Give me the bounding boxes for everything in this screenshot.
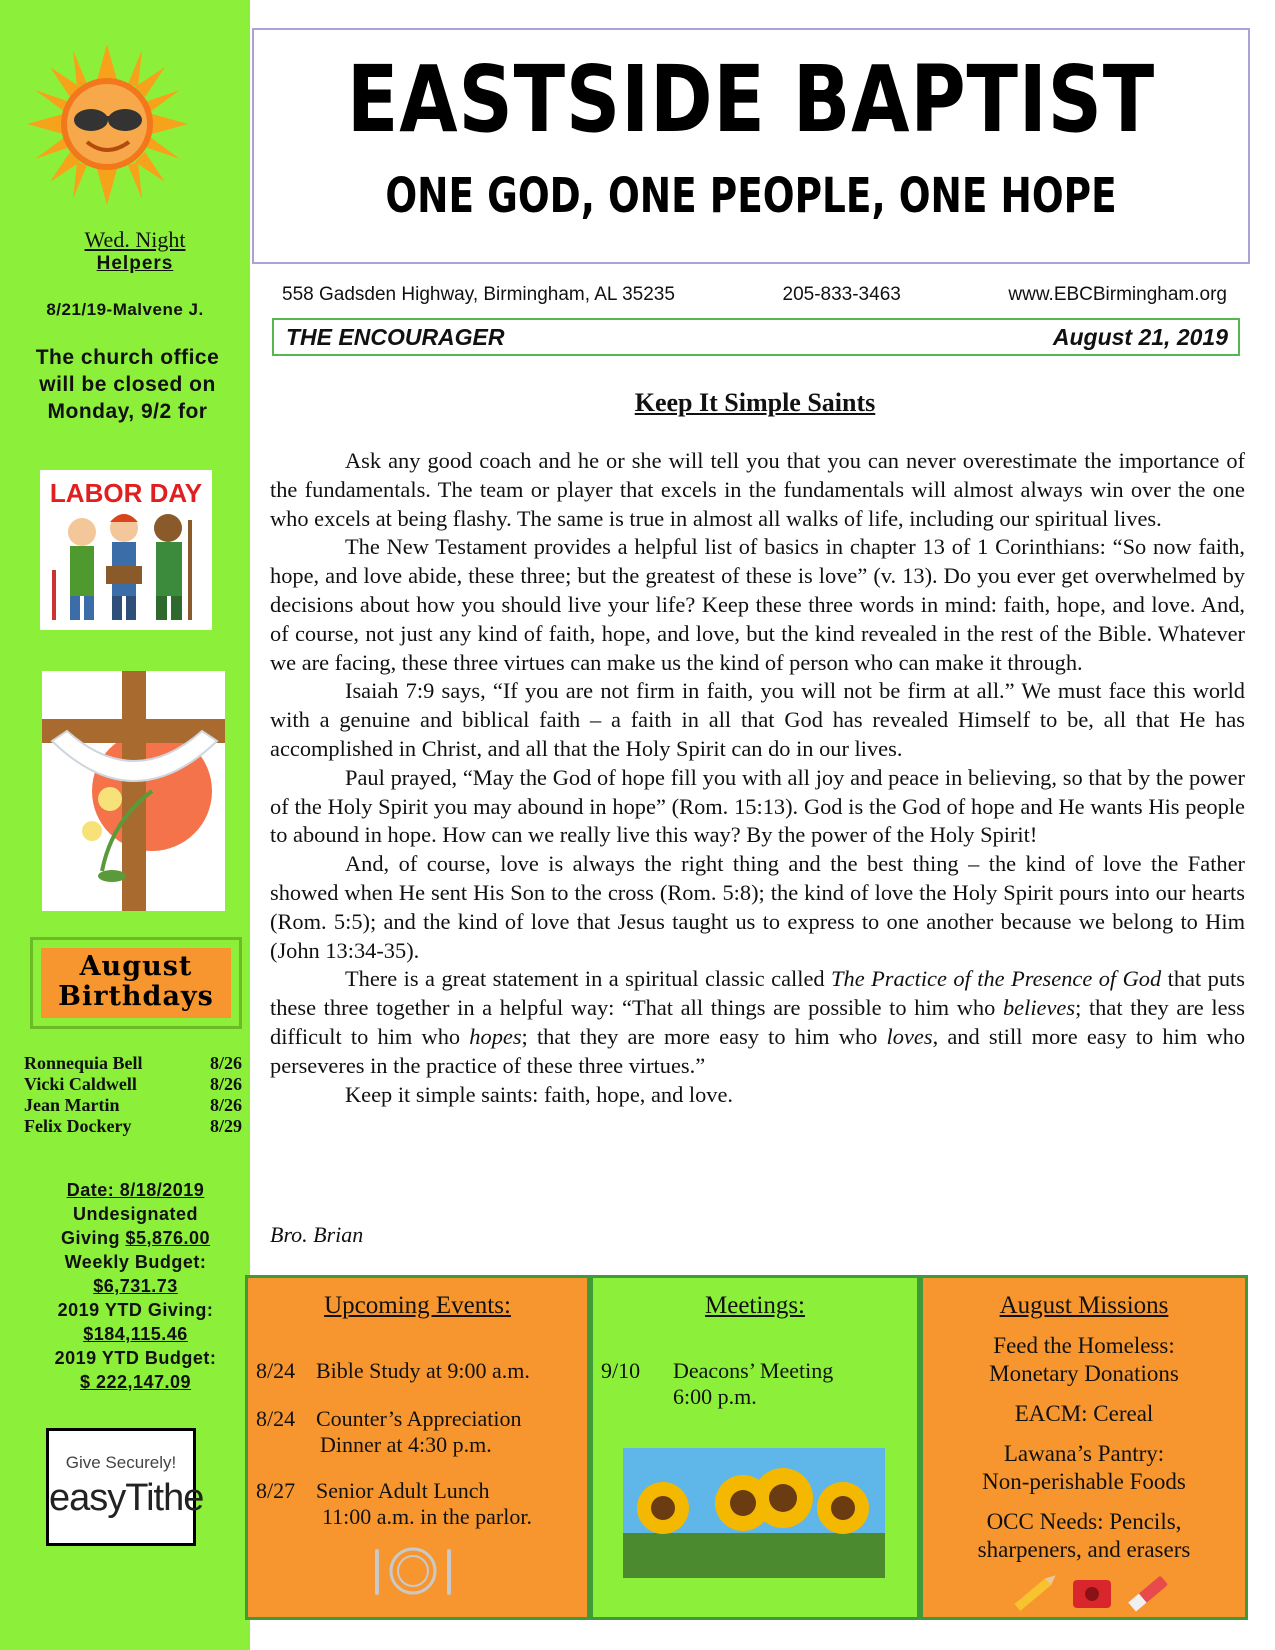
mission-text: sharpeners, and erasers xyxy=(977,1537,1191,1562)
church-name: EASTSIDE BAPTIST xyxy=(346,46,1156,153)
labor-day-label: LABOR DAY xyxy=(49,478,203,508)
book-title: The Practice of the Presence of God xyxy=(831,966,1162,992)
mission-text: Monetary Donations xyxy=(989,1361,1179,1386)
contact-line xyxy=(282,284,1227,306)
text-run: that puts these three together in a helpful way: “That all things are possible to him who xyxy=(270,966,1245,1021)
birthday-date: 8/26 xyxy=(209,1074,242,1094)
paragraph: Ask any good coach and he or she will tell you that you can never overestimate the importance of the fundamentals. The team or player that excels in the fundamentals will almost always win over the one who excels at being flashy. The same is true in almost all walks of life, including our spiritual lives. xyxy=(270,448,1245,531)
emphasis: hopes xyxy=(469,1023,522,1049)
text-run: ; that they are more easy to him who xyxy=(521,1023,887,1049)
paragraph: And, of course, love is always the right thing and the best thing – the kind of love the Father showed when He sent His Son to the cross (Rom. 5:8); the kind of love the Holy Spirit pours into our hearts (Rom. 5:5); and the kind of love that Jesus taught us to express to one another because we belong to Him (John 13:34-35). xyxy=(270,851,1245,963)
sun-with-sunglasses-icon xyxy=(25,42,190,207)
undesignated-label: Undesignated xyxy=(72,1204,198,1224)
birthday-row xyxy=(24,1074,242,1095)
website-link[interactable]: www.EBCBirmingham.org xyxy=(1008,284,1227,305)
birthday-name: Jean Martin xyxy=(24,1095,120,1115)
mission-item xyxy=(923,1440,1245,1496)
text-run: ; that they are less difficult to him who xyxy=(270,995,1245,1049)
giving-report xyxy=(18,1178,253,1394)
wed-night-helper-entry: 8/21/19-Malvene J. xyxy=(46,300,204,319)
events-title: Upcoming Events: xyxy=(324,1292,511,1319)
birthday-row xyxy=(24,1053,242,1074)
ytd-budget-value: $ 222,147.09 xyxy=(79,1372,192,1392)
event-date: 8/27 xyxy=(256,1478,296,1503)
meeting-item xyxy=(601,1358,833,1410)
wed-night-line2: Helpers xyxy=(96,253,174,274)
motto: ONE GOD, ONE PEOPLE, ONE HOPE xyxy=(385,168,1117,224)
cross-with-flower-image xyxy=(42,671,225,911)
ytd-giving-value: $184,115.46 xyxy=(83,1324,188,1344)
emphasis: loves xyxy=(886,1023,933,1049)
tithe-tagline: Give Securely! xyxy=(65,1453,177,1472)
mission-item xyxy=(923,1508,1245,1564)
birthday-name: Felix Dockery xyxy=(24,1116,132,1136)
ytd-budget-label: 2019 YTD Budget: xyxy=(54,1348,217,1368)
mission-text: EACM: Cereal xyxy=(1014,1401,1154,1426)
giving-value: $5,876.00 xyxy=(125,1228,211,1248)
paragraph: Keep it simple saints: faith, hope, and love. xyxy=(345,1081,734,1107)
upcoming-events-panel xyxy=(245,1275,590,1620)
meetings-panel xyxy=(590,1275,920,1620)
wed-night-line1: Wed. Night xyxy=(84,227,186,252)
birthday-name: Ronnequia Bell xyxy=(24,1053,143,1073)
pencil-sharpener-eraser-icon xyxy=(1008,1570,1178,1615)
event-text: Senior Adult Lunch xyxy=(316,1478,490,1503)
birthday-row xyxy=(24,1095,242,1116)
birthdays-title-line2: Birthdays xyxy=(58,981,214,1012)
weekly-budget-value: $6,731.73 xyxy=(93,1276,178,1296)
event-text: Bible Study at 9:00 a.m. xyxy=(316,1358,530,1383)
event-text: 11:00 a.m. in the parlor. xyxy=(322,1504,532,1529)
missions-title: August Missions xyxy=(999,1292,1169,1319)
event-date: 8/24 xyxy=(256,1358,296,1383)
paragraph: Paul prayed, “May the God of hope fill you with all joy and peace in believing, so that by the power of the Holy Spirit you may abound in hope” (Rom. 15:13). God is the God of hope and He wants His people to abound in hope. How can we really live this way? By the power of the Holy Spirit! xyxy=(270,764,1245,848)
wed-night-helpers-heading xyxy=(45,228,225,276)
text-run: , and still more easy to him who perseveres in the practice of these three virtues.” xyxy=(270,1023,1246,1078)
mission-text: Lawana’s Pantry: xyxy=(1003,1441,1165,1466)
mission-item xyxy=(923,1400,1245,1428)
ytd-giving-label: 2019 YTD Giving: xyxy=(57,1300,214,1320)
masthead xyxy=(252,28,1250,264)
meeting-text: 6:00 p.m. xyxy=(673,1384,757,1409)
phone: 205-833-3463 xyxy=(782,284,901,305)
meetings-title: Meetings: xyxy=(705,1292,805,1319)
meeting-date: 9/10 xyxy=(601,1358,641,1383)
birthdays-title-line1: August xyxy=(79,951,193,982)
august-missions-panel xyxy=(920,1275,1248,1620)
mission-text: Non-perishable Foods xyxy=(982,1469,1186,1494)
august-birthdays-badge xyxy=(30,937,242,1029)
birthday-date: 8/29 xyxy=(209,1116,242,1136)
event-item xyxy=(256,1358,530,1384)
weekly-budget-label: Weekly Budget: xyxy=(64,1252,207,1272)
tithe-name: easyTithe xyxy=(49,1477,204,1519)
birthday-date: 8/26 xyxy=(209,1095,242,1115)
labor-day-image xyxy=(40,470,212,630)
paragraph: Isaiah 7:9 says, “If you are not firm in faith, you will not be firm at all.” We must face this world with a genuine and biblical faith – a faith in all that God has revealed Himself to be, all that He has accomplished in Christ, and all that the Holy Spirit can do in our lives. xyxy=(270,678,1245,761)
event-item xyxy=(256,1406,522,1458)
sidebar xyxy=(0,0,250,1650)
mission-text: Feed the Homeless: xyxy=(993,1333,1175,1358)
event-item xyxy=(256,1478,532,1530)
mission-item xyxy=(923,1332,1245,1388)
easytithe-logo[interactable] xyxy=(46,1428,204,1546)
newsletter-bar xyxy=(272,318,1240,356)
paragraph: The New Testament provides a helpful list of basics in chapter 13 of 1 Corinthians: “So now faith, hope, and love abide, these three; but the greatest of these is love” (v. 13). Do you ever get overwhelmed by decisions about how you should live your life? Keep these three words in mind: faith, hope, and love. And, of course, not just any kind of faith, hope, and love, but the kind revealed in the rest of the Bible. Whatever we are facing, these three virtues can make us the kind of person who can make it through. xyxy=(270,534,1245,675)
mission-text: OCC Needs: Pencils, xyxy=(986,1509,1182,1534)
issue-date: August 21, 2019 xyxy=(1052,323,1228,350)
giving-date: Date: 8/18/2019 xyxy=(66,1180,205,1200)
giving-label: Giving xyxy=(60,1228,126,1248)
signoff: Bro. Brian xyxy=(270,1222,364,1247)
text-run: There is a great statement in a spiritual classic called xyxy=(345,966,832,992)
newsletter-name: THE ENCOURAGER xyxy=(286,323,505,350)
plate-and-utensils-icon xyxy=(363,1543,463,1603)
birthday-list xyxy=(24,1053,242,1137)
event-text: Dinner at 4:30 p.m. xyxy=(320,1432,492,1457)
birthday-name: Vicki Caldwell xyxy=(24,1074,137,1094)
article-title: Keep It Simple Saints xyxy=(634,388,876,417)
address: 558 Gadsden Highway, Birmingham, AL 35235 xyxy=(282,284,675,305)
sunflowers-image xyxy=(623,1448,885,1578)
meeting-text: Deacons’ Meeting xyxy=(673,1358,834,1383)
paragraph xyxy=(270,965,1245,1080)
emphasis: believes xyxy=(1002,995,1076,1021)
event-text: Counter’s Appreciation xyxy=(316,1406,522,1431)
office-closed-note: The church office will be closed on Monday, 9/2 for xyxy=(35,346,220,423)
event-date: 8/24 xyxy=(256,1406,296,1431)
birthday-row xyxy=(24,1116,242,1137)
birthday-date: 8/26 xyxy=(209,1053,242,1073)
article-body xyxy=(270,447,1245,1109)
